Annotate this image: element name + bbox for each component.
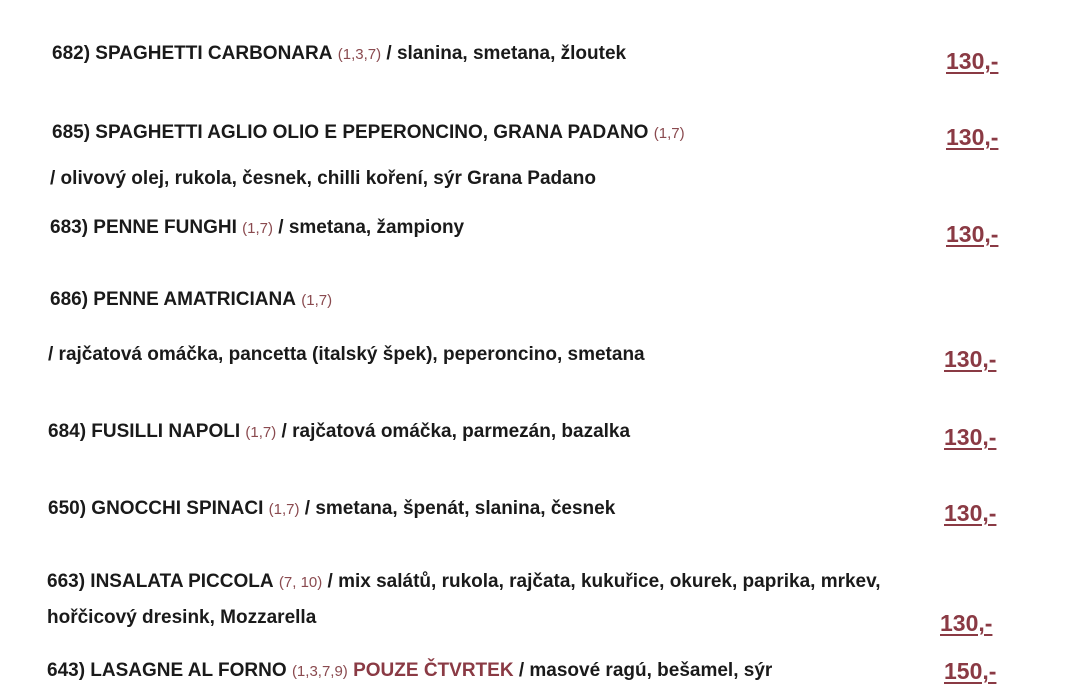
menu-item <box>47 571 881 594</box>
item-price: 130,- <box>944 346 997 372</box>
item-name: 686) PENNE AMATRICIANA <box>50 289 296 310</box>
item-description: / olivový olej, rukola, česnek, chilli koření, sýr Grana Padano <box>50 168 596 189</box>
item-allergens: (1,7) <box>301 292 333 309</box>
item-name: 650) GNOCCHI SPINACI <box>48 498 264 519</box>
item-description: / smetana, špenát, slanina, česnek <box>304 498 616 519</box>
item-price: 130,- <box>946 48 999 74</box>
item-allergens: (1,7) <box>245 424 277 441</box>
item-description: / rajčatová omáčka, pancetta (italský špek), peperoncino, smetana <box>48 344 645 365</box>
item-name: 683) PENNE FUNGHI <box>50 217 237 238</box>
item-description: / slanina, smetana, žloutek <box>386 43 627 64</box>
item-price: 130,- <box>946 124 999 150</box>
item-allergens: (1,7) <box>653 125 685 142</box>
item-description-continued: hořčicový dresink, Mozzarella <box>47 607 317 628</box>
item-description: / smetana, žampiony <box>278 217 465 238</box>
menu-item <box>50 217 464 240</box>
item-name: 684) FUSILLI NAPOLI <box>48 421 241 442</box>
item-price: 130,- <box>940 610 993 636</box>
item-price: 130,- <box>944 424 997 450</box>
menu-item <box>52 43 626 66</box>
item-description: / masové ragú, bešamel, sýr <box>518 660 773 681</box>
item-allergens: (1,7) <box>268 501 300 518</box>
item-description: / rajčatová omáčka, parmezán, bazalka <box>281 421 631 442</box>
item-name: 663) INSALATA PICCOLA <box>47 571 274 592</box>
item-name: 643) LASAGNE AL FORNO <box>47 660 287 681</box>
item-price: 130,- <box>946 221 999 247</box>
menu-item <box>47 660 772 683</box>
menu-item <box>50 289 332 312</box>
item-description: / mix salátů, rukola, rajčata, kukuřice, okurek, paprika, mrkev, <box>327 571 881 592</box>
item-allergens: (7, 10) <box>278 574 323 591</box>
item-allergens: (1,3,7,9) <box>291 663 348 680</box>
item-price: 150,- <box>944 658 997 684</box>
menu-item <box>48 498 615 521</box>
item-allergens: (1,7) <box>242 220 273 237</box>
item-special-note: POUZE ČTVRTEK <box>353 660 514 681</box>
item-price: 130,- <box>944 500 997 526</box>
menu-item <box>48 421 630 444</box>
item-name: 685) SPAGHETTI AGLIO OLIO E PEPERONCINO, GRANA PADANO <box>52 122 649 143</box>
menu-item <box>52 122 685 145</box>
item-name: 682) SPAGHETTI CARBONARA <box>52 43 333 64</box>
item-allergens: (1,3,7) <box>337 46 382 63</box>
